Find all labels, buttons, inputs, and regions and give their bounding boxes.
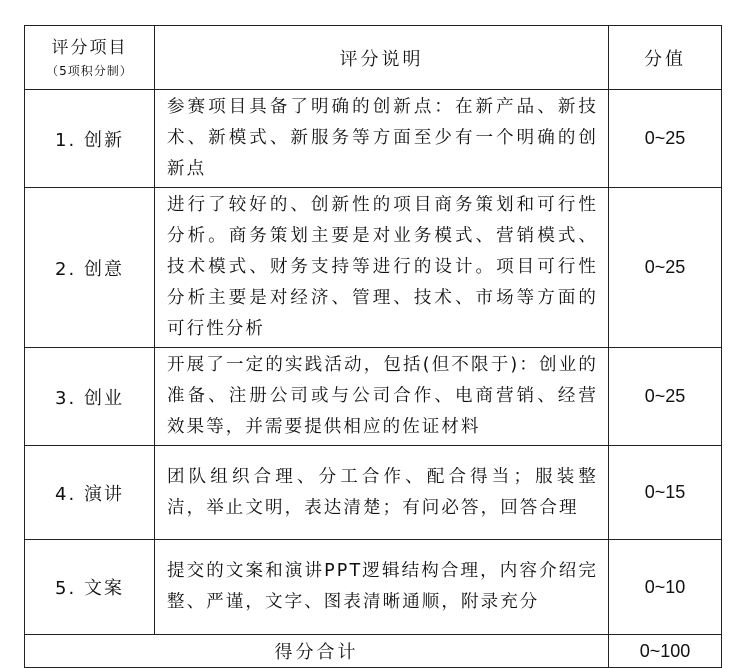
row-description: 团队组织合理、分工合作、配合得当；服装整洁，举止文明，表达清楚；有问必答，回答合理 (155, 446, 609, 540)
table-row (25, 348, 722, 446)
row-item: 2. 创意 (25, 188, 155, 348)
row-score: 0~25 (609, 90, 722, 188)
row-description: 参赛项目具备了明确的创新点：在新产品、新技术、新模式、新服务等方面至少有一个明确的创新点 (155, 90, 609, 188)
scoring-table (24, 25, 722, 668)
row-item: 4. 演讲 (25, 446, 155, 540)
row-item: 5. 文案 (25, 540, 155, 635)
header-description: 评分说明 (155, 26, 609, 90)
row-score: 0~25 (609, 188, 722, 348)
total-row (25, 635, 722, 668)
header-row (25, 26, 722, 90)
row-score: 0~10 (609, 540, 722, 635)
header-item-note: （5项积分制） (46, 63, 133, 78)
row-score: 0~25 (609, 348, 722, 446)
total-label: 得分合计 (25, 635, 609, 668)
row-item: 1. 创新 (25, 90, 155, 188)
row-score: 0~15 (609, 446, 722, 540)
row-description: 开展了一定的实践活动，包括(但不限于)：创业的准备、注册公司或与公司合作、电商营销、经营效果等，并需要提供相应的佐证材料 (155, 348, 609, 446)
row-description: 进行了较好的、创新性的项目商务策划和可行性分析。商务策划主要是对业务模式、营销模式、技术模式、财务支持等进行的设计。项目可行性分析主要是对经济、管理、技术、市场等方面的可行性分析 (155, 188, 609, 348)
total-score: 0~100 (609, 635, 722, 668)
row-item: 3. 创业 (25, 348, 155, 446)
header-score: 分值 (609, 26, 722, 90)
header-item: 评分项目 (51, 37, 128, 58)
table-row (25, 540, 722, 635)
row-description: 提交的文案和演讲PPT逻辑结构合理，内容介绍完整、严谨，文字、图表清晰通顺，附录充分 (155, 540, 609, 635)
table-row (25, 90, 722, 188)
table-row (25, 446, 722, 540)
table-row (25, 188, 722, 348)
header-item-cell (25, 26, 155, 90)
